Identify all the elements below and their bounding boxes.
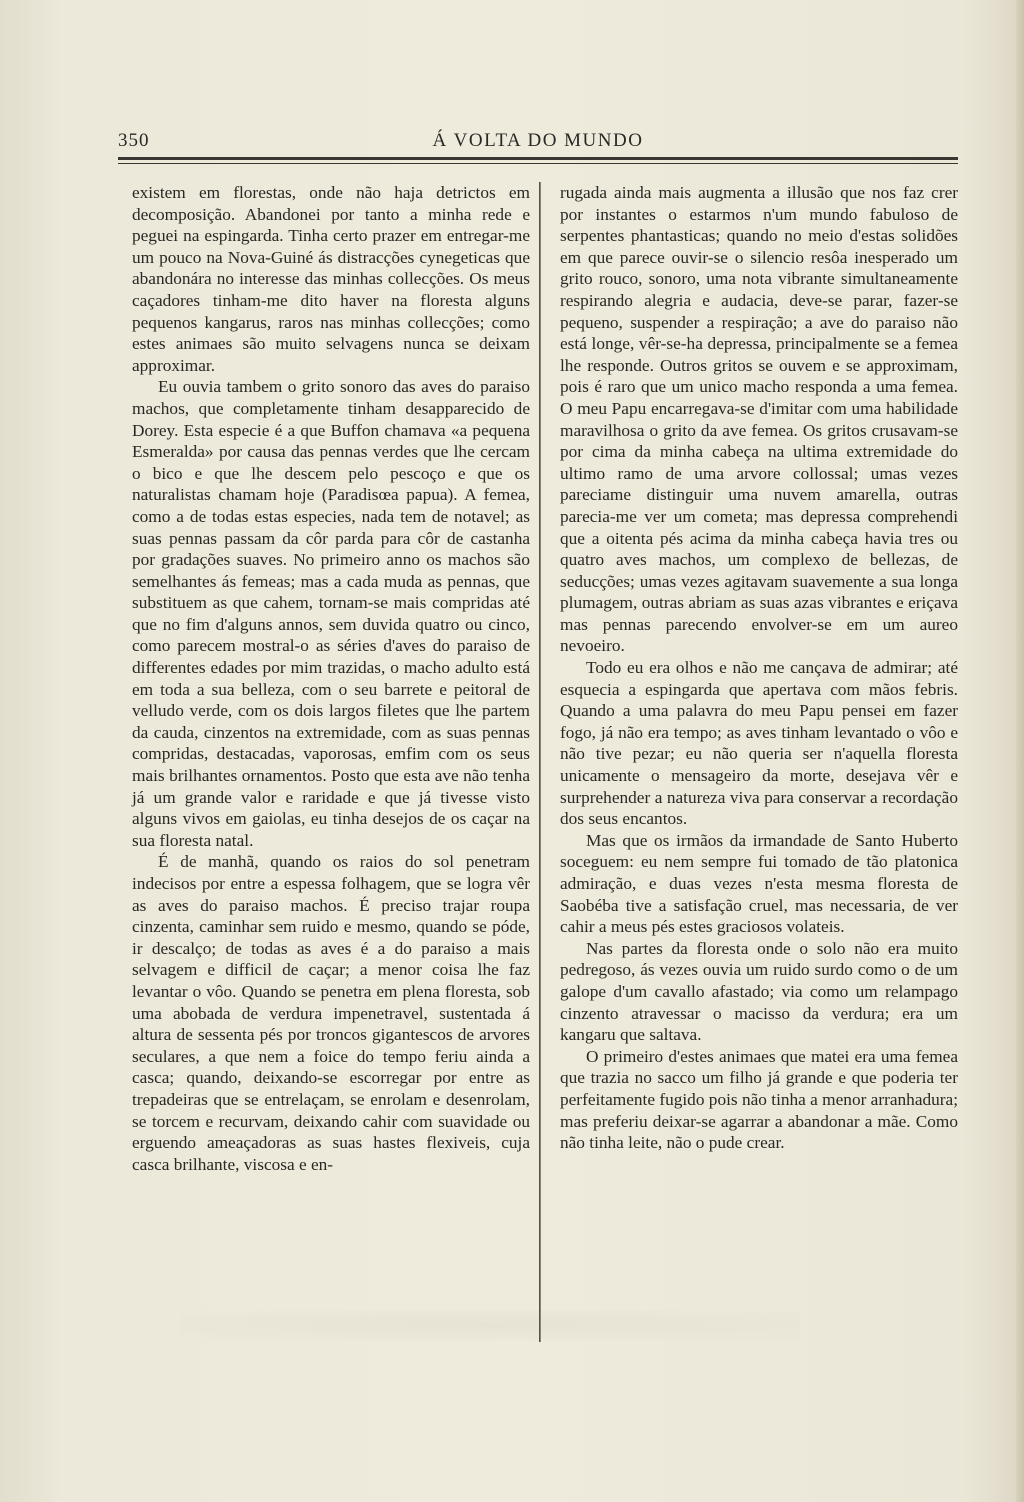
running-title: Á VOLTA DO MUNDO bbox=[432, 130, 644, 151]
page-header bbox=[118, 128, 958, 160]
page-number: 350 bbox=[118, 130, 150, 151]
paragraph: Mas que os irmãos da irmandade de Santo Huberto soceguem: eu nem sempre fui tomado de tão platonica admiração, e duas vezes n'esta mesma floresta de Saobéba tive a satisfação cruel, mas necessaria, de ver cahir a meus pés estes graciosos volateis. bbox=[560, 830, 958, 937]
column-divider bbox=[539, 182, 541, 1342]
paragraph: Nas partes da floresta onde o solo não era muito pedregoso, ás vezes ouvia um ruido surdo como o de um galope d'um cavallo afastado; via como um relampago cinzento atravessar o macisso da verdura; era um kangaru que saltava. bbox=[560, 938, 958, 1045]
paragraph: É de manhã, quando os raios do sol penetram indecisos por entre a espessa folhagem, que se logra vêr as aves do paraiso machos. É preciso trajar roupa cinzenta, caminhar sem ruido e mesmo, quando se póde, ir descalço; de todas as aves é a do paraiso a mais selvagem e difficil de caçar; a menor coisa lhe faz levantar o vôo. Quando se penetra em plena floresta, sob uma abobada de verdura impenetravel, sustentada á altura de sessenta pés por troncos gigantescos de arvores seculares, a que nem a foice do tempo feriu ainda a casca; quando, deixando-se escorregar por entre as trepadeiras que se entrelaçam, se enrolam e desenrolam, se torcem e recurvam, deixando cahir com suavidade ou erguendo ameaçadoras as suas hastes flexiveis, cuja casca brilhante, viscosa e en- bbox=[132, 852, 530, 1174]
page-edge bbox=[1016, 0, 1024, 1502]
paragraph: Eu ouvia tambem o grito sonoro das aves do paraiso machos, que completamente tinham desapparecido de Dorey. Esta especie é a que Buffon chamava «a pequena Esmeralda» por causa das pennas verdes que lhe cercam o bico e que lhe descem pelo pescoço e que os naturalistas chamam hoje (Paradisœa papua). A femea, como a de todas estas especies, nada tem de notavel; as suas pennas passam da côr parda para côr de castanha por gradações suaves. No primeiro anno os machos são semelhantes ás femeas; mas a cada muda as pennas, que substituem as que cahem, tornam-se mais compridas até que no fim d'alguns annos, sem duvida quatro ou cinco, como parecem mostral-o as séries d'aves do paraiso de differentes edades por mim trazidas, o macho adulto está em toda a sua belleza, com o seu barrete e peitoral de velludo verde, com os dois largos filetes que lhe partem da cauda, cinzentos na extremidade, com as suas pennas compridas, destacadas, vaporosas, emfim com os seus mais brilhantes ornamentos. Posto que esta ave não tenha já um grande valor e raridade e que já tivesse visto alguns vivos em gaiolas, eu tinha desejos de os caçar na sua floresta natal. bbox=[132, 377, 530, 850]
paragraph: rugada ainda mais augmenta a illusão que nos faz crer por instantes o estarmos n'um mundo fabuloso de serpentes phantasticas; quando no meio d'estas solidões em que parece ouvir-se o silencio resôa inesperado um grito rouco, sonoro, uma nota vibrante simultaneamente respirando alegria e audacia, deve-se parar, fazer-se pequeno, suspender a respiração; a ave do paraiso não está longe, vêr-se-ha depressa, principalmente se a femea lhe responde. Outros gritos se ouvem e se approximam, pois é raro que um unico macho responda a uma femea. O meu Papu encarregava-se d'imitar com uma habilidade maravilhosa o grito da ave femea. Os gritos crusavam-se por cima da minha cabeça na ultima extremidade do ultimo ramo de uma arvore collossal; umas vezes pareciame distinguir uma nuvem amarella, outras parecia-me ver um cometa; mas depressa comprehendi que a oitenta pés acima da minha cabeça havia tres ou quatro aves machos, um complexo de bellezas, de seducções; umas vezes agitavam suavemente a sua longa plumagem, outras abriam as suas azas vibrantes e eriçava mas pennas parecendo envolver-se em um aureo nevoeiro. bbox=[560, 183, 958, 656]
paragraph: O primeiro d'estes animaes que matei era uma femea que trazia no sacco um filho já grande e que poderia ter perfeitamente fugido pois não tinha a menor arranhadura; mas preferiu deixar-se agarrar a abandonar a mãe. Como não tinha leite, não o pude crear. bbox=[560, 1046, 958, 1153]
paper-smudge bbox=[180, 1310, 800, 1340]
right-column bbox=[560, 182, 958, 1154]
header-rule-thin bbox=[118, 163, 958, 164]
paragraph: existem em florestas, onde não haja detrictos em decomposição. Abandonei por tanto a minha rede e peguei na espingarda. Tinha certo prazer em entregar-me um pouco na Nova-Guiné ás distracções cynegeticas que abandonára no interesse das minhas collecções. Os meus caçadores tinham-me dito haver na floresta alguns pequenos kangarus, raros nas minhas collecções; como estes animaes são muito selvagens nunca se deixam approximar. bbox=[132, 183, 530, 375]
paragraph: Todo eu era olhos e não me cançava de admirar; até esquecia a espingarda que apertava com mãos febris. Quando a uma palavra do meu Papu pensei em fazer fogo, já não era tempo; as aves tinham levantado o vôo e não tive pezar; eu não queria ser n'aquella floresta unicamente o mensageiro da morte, desejava vêr e surprehender a natureza viva para conservar a recordação dos seus encantos. bbox=[560, 658, 958, 829]
left-column bbox=[132, 182, 530, 1175]
header-rule-thick bbox=[118, 157, 958, 160]
